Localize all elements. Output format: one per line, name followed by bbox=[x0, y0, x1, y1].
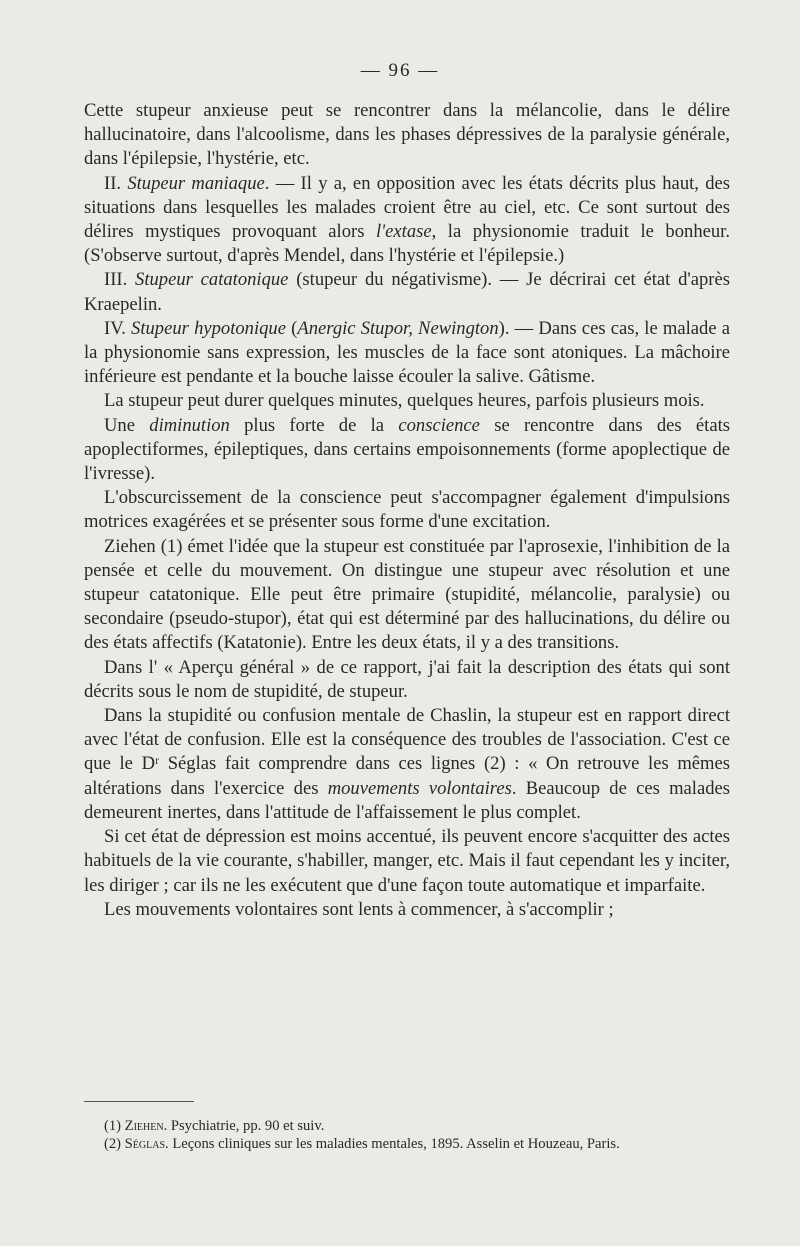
italic-run: mouvements volontaires bbox=[327, 777, 512, 799]
text-run: . Beaucoup de ces malades demeurent inertes, dans l'attitude de l'affaissement le plus complet. bbox=[84, 777, 730, 823]
text-run: Dans la stupidité ou confusion mentale de Chaslin, la stupeur est en rapport direct avec l'état de confusion. Elle est la conséquence des troubles de l'association. C'est ce que le Dʳ Séglas fait comprendre dans ces lignes (2) : « On retrouve les mêmes altérations dans l'exercice des bbox=[84, 705, 730, 799]
paragraph bbox=[84, 825, 730, 898]
footnote-author: Ziehen bbox=[124, 1118, 164, 1134]
paragraph bbox=[84, 268, 730, 316]
text-run: , la physionomie traduit le bonheur. (S'observe surtout, d'après Mendel, dans l'hystérie et l'épilepsie.) bbox=[84, 221, 730, 267]
footnote-text: . Psychiatrie, pp. 90 et suiv. bbox=[163, 1118, 325, 1134]
paragraph bbox=[84, 898, 730, 922]
text-run: (stupeur du négativisme). — Je décrirai cet état d'après Kraepelin. bbox=[84, 269, 730, 315]
italic-run: Stupeur maniaque bbox=[127, 172, 265, 194]
italic-run: Stupeur hypotonique bbox=[131, 317, 286, 339]
paragraph bbox=[84, 486, 730, 534]
page-number: — 96 — bbox=[360, 60, 440, 81]
footnote bbox=[84, 1117, 730, 1135]
text-run: Si cet état de dépression est moins accentué, ils peuvent encore s'acquitter des actes habituels de la vie courante, s'habiller, manger, etc. Mais il faut cependant les y inciter, les diriger ; car ils ne les exécutent que d'une façon toute automatique et imparfaite. bbox=[84, 826, 730, 896]
paragraph bbox=[84, 99, 730, 172]
italic-run: diminution bbox=[149, 414, 230, 436]
paragraph bbox=[84, 414, 730, 487]
italic-run: Stupeur catatonique bbox=[135, 269, 289, 291]
italic-run: Anergic Stupor, Newington bbox=[297, 317, 499, 339]
text-run: Les mouvements volontaires sont lents à commencer, à s'accomplir ; bbox=[104, 898, 614, 920]
text-run: Cette stupeur anxieuse peut se rencontrer dans la mélancolie, dans le délire hallucinatoire, dans l'alcoolisme, dans les phases dépressives de la paralysie générale, dans l'épilepsie, l'hystérie, etc. bbox=[84, 100, 730, 170]
paragraph bbox=[84, 656, 730, 704]
text-run: se rencontre dans des états apoplectiformes, épileptiques, dans certains empoisonnements (forme apoplectique de l'ivresse). bbox=[84, 414, 730, 485]
footnote-author: Séglas bbox=[124, 1136, 166, 1152]
text-run: plus forte de la bbox=[229, 414, 399, 436]
footnotes bbox=[84, 1117, 730, 1153]
paragraph bbox=[84, 535, 730, 656]
footnote-mark: (1) bbox=[104, 1118, 125, 1134]
text-run: IV. bbox=[104, 317, 132, 339]
text-run: III. bbox=[104, 269, 136, 291]
paragraph bbox=[84, 704, 730, 825]
text-run: L'obscurcissement de la conscience peut s'accompagner également d'impulsions motrices exagérées et se présenter sous forme d'une excitation. bbox=[84, 487, 730, 533]
footnote bbox=[84, 1135, 730, 1153]
text-run: La stupeur peut durer quelques minutes, quelques heures, parfois plusieurs mois. bbox=[104, 390, 705, 412]
italic-run: conscience bbox=[398, 414, 480, 436]
text-run: ( bbox=[285, 317, 298, 339]
paragraph bbox=[84, 172, 730, 269]
italic-run: l'extase bbox=[376, 221, 432, 243]
text-run: Ziehen (1) émet l'idée que la stupeur est constituée par l'aprosexie, l'inhibition de la pensée et celle du mouvement. On distingue une stupeur avec résolution et une stupeur catatonique. Elle peut être primaire (stupidité, mélancolie, paralysie) ou secondaire (pseudo-stupor), état qui est déterminé par des hallucinations, du délire ou des états affectifs (Katatonie). Entre les deux états, il y a des transitions. bbox=[84, 535, 730, 654]
footnote-mark: (2) bbox=[104, 1136, 125, 1152]
paragraph bbox=[84, 389, 730, 413]
text-run: Une bbox=[104, 414, 150, 436]
footnote-rule bbox=[84, 1101, 194, 1102]
text-run: Dans l' « Aperçu général » de ce rapport, j'ai fait la description des états qui sont décrits sous le nom de stupidité, de stupeur. bbox=[84, 656, 730, 702]
body-text bbox=[84, 99, 730, 922]
footnote-text: . Leçons cliniques sur les maladies mentales, 1895. Asselin et Houzeau, Paris. bbox=[165, 1136, 620, 1152]
text-run: . — Il y a, en opposition avec les états décrits plus haut, des situations dans lesquelles les malades croient être au ciel, etc. Ce sont surtout des délires mystiques provoquant alors bbox=[84, 172, 730, 243]
text-run: ). — Dans ces cas, le malade a la physionomie sans expression, les muscles de la face sont atoniques. La mâchoire inférieure est pendante et la bouche laisse écouler la salive. Gâtisme. bbox=[84, 317, 730, 388]
paragraph bbox=[84, 317, 730, 390]
text-run: II. bbox=[104, 172, 128, 194]
